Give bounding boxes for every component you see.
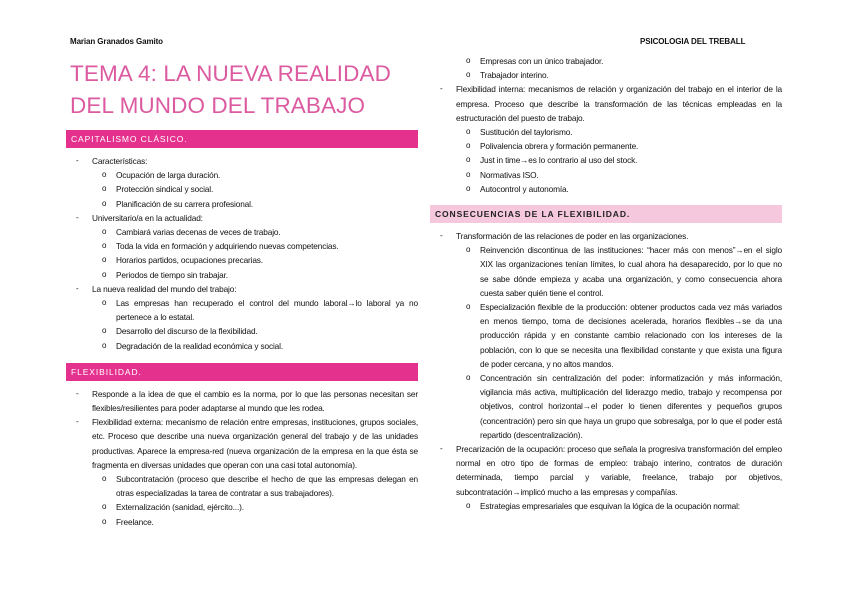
list-item (430, 499, 782, 513)
list-item-text: Protección sindical y social. (116, 184, 214, 195)
list-item (66, 154, 418, 168)
list-item-text: Trabajador interino. (480, 70, 549, 81)
list-item-text: Ocupación de larga duración. (116, 170, 221, 181)
list-item-text: Características: (92, 156, 148, 166)
circle-bullet-icon: o (466, 169, 471, 179)
list-item-text: Desarrollo del discurso de la flexibilidad. (116, 326, 258, 337)
list-item-text: Sustitución del taylorismo. (480, 127, 573, 138)
list-item-text: Externalización (sanidad, ejército...). (116, 502, 244, 513)
circle-bullet-icon: o (102, 474, 107, 484)
list-item-text: Just in time→es lo contrario al uso del stock. (480, 155, 638, 166)
dash-bullet-icon: - (76, 283, 79, 293)
list-item-text: Cambiará varias decenas de veces de trabajo. (116, 227, 281, 238)
list-item (66, 268, 418, 282)
list-item (66, 515, 418, 529)
dash-bullet-icon: - (440, 444, 443, 454)
circle-bullet-icon: o (466, 183, 471, 193)
list-item (430, 182, 782, 196)
circle-bullet-icon: o (102, 326, 107, 336)
dash-bullet-icon: - (440, 231, 443, 241)
list-item (66, 296, 418, 324)
circle-bullet-icon: o (102, 298, 107, 308)
list-item (430, 153, 782, 167)
dash-bullet-icon: - (76, 156, 79, 165)
list-item-text: Toda la vida en formación y adquiriendo nuevas competencias. (116, 241, 339, 252)
list-item-text: Degradación de la realidad económica y social. (116, 340, 283, 351)
list-item-text: Universitario/a en la actualidad: (92, 212, 203, 223)
list-item (430, 168, 782, 182)
subject-header: PSICOLOGIA DEL TREBALL (640, 37, 746, 46)
list-item (66, 239, 418, 253)
circle-bullet-icon: o (102, 516, 107, 526)
list-item (430, 68, 782, 82)
list-item (66, 415, 418, 472)
list-item-text: Empresas con un único trabajador. (480, 56, 604, 66)
dash-bullet-icon: - (76, 212, 79, 222)
section-heading: FLEXIBILIDAD. (66, 363, 418, 381)
list-item-text: Precarización de la ocupación: proceso que señala la progresiva transformación del empleo normal en otro tipo de formas de empleo: trabajo interino, contratos de duración determinada, tiempo parcial y variable, freelance, trabajo por objetivos, subcontratación→implicó mucho a las empresas y compañías. (456, 444, 782, 497)
circle-bullet-icon: o (466, 141, 471, 151)
circle-bullet-icon: o (102, 255, 107, 265)
list-item (430, 243, 782, 300)
list-item (430, 229, 782, 243)
list-item-text: Autocontrol y autonomía. (480, 183, 569, 194)
list-item-text: Estrategias empresariales que esquivan la lógica de la ocupación normal: (480, 500, 740, 511)
circle-bullet-icon: o (466, 155, 471, 165)
circle-bullet-icon: o (466, 302, 471, 312)
list-item (430, 125, 782, 139)
list-item-text: Periodos de tiempo sin trabajar. (116, 269, 228, 280)
circle-bullet-icon: o (466, 127, 471, 137)
list-item-text: Especialización flexible de la producción: obtener productos cada vez más variados en menos tiempo, toma de decisiones acelerada, horarios flexibles→se da una producción rápida y en constante cambio relacionado con los intereses de la población, con lo que se necesita una flexibilidad constante y que exista una figura de poder cercana, y no altos mandos. (480, 302, 782, 369)
list-item (430, 139, 782, 153)
list-item (66, 387, 418, 415)
list-item (430, 371, 782, 442)
list-item-text: Responde a la idea de que el cambio es la norma, por lo que las personas necesitan ser flexibles/resilientes para poder adaptarse al mundo que les rodea. (92, 388, 418, 414)
dash-bullet-icon: - (440, 84, 443, 94)
list-item (430, 442, 782, 499)
list-item-text: Normativas ISO. (480, 169, 539, 180)
list-item (66, 211, 418, 225)
list-item-text: Horarios partidos, ocupaciones precarias. (116, 255, 263, 266)
circle-bullet-icon: o (102, 241, 107, 251)
left-column (66, 130, 418, 529)
section-heading: CAPITALISMO CLÁSICO. (66, 130, 418, 148)
list-item-text: Reinvención discontinua de las instituciones: “hacer más con menos”→en el siglo XIX las organizaciones tenían límites, lo cual ahora ha desaparecido, por lo que no se sabe dónde empieza y acaba una organización, y como consecuencia ahora cuesta saber quién tiene el control. (480, 245, 782, 298)
circle-bullet-icon: o (102, 198, 107, 208)
list-item-text: Transformación de las relaciones de poder en las organizaciones. (456, 231, 689, 242)
author-header: Marian Granados Gamito (70, 37, 163, 46)
list-item (66, 225, 418, 239)
circle-bullet-icon: o (102, 502, 107, 512)
bullet-list (66, 387, 418, 529)
circle-bullet-icon: o (102, 170, 107, 180)
circle-bullet-icon: o (466, 373, 471, 383)
circle-bullet-icon: o (102, 184, 107, 194)
page-title: TEMA 4: LA NUEVA REALIDAD DEL MUNDO DEL TRABAJO (70, 61, 391, 118)
list-item (66, 282, 418, 296)
circle-bullet-icon: o (102, 340, 107, 350)
circle-bullet-icon: o (466, 56, 471, 65)
bullet-list (66, 154, 418, 353)
list-item-text: Polivalencia obrera y formación permanente. (480, 141, 639, 152)
list-item-text: Freelance. (116, 516, 154, 527)
list-item (66, 500, 418, 514)
list-item (66, 168, 418, 182)
circle-bullet-icon: o (102, 269, 107, 279)
circle-bullet-icon: o (466, 245, 471, 255)
list-item (66, 472, 418, 500)
circle-bullet-icon: o (466, 500, 471, 510)
list-item (66, 339, 418, 353)
list-item-text: Planificación de su carrera profesional. (116, 198, 253, 209)
list-item (66, 182, 418, 196)
circle-bullet-icon: o (466, 70, 471, 80)
list-item-text: La nueva realidad del mundo del trabajo: (92, 283, 237, 294)
right-column (430, 54, 782, 513)
list-item (66, 197, 418, 211)
list-item-text: Flexibilidad interna: mecanismos de relación y organización del trabajo en el interior de la empresa. Proceso que describe la transformación de las técnicas empleadas en la estructuración del puesto de trabajo. (456, 84, 782, 123)
list-item (430, 300, 782, 371)
dash-bullet-icon: - (76, 388, 79, 398)
list-item-text: Concentración sin centralización del poder: informatización y más información, vigilancia más activa, multiplicación del liderazgo medio, trabajo y recompensa por objetivos, control horizontal→el poder lo tienen diferentes y pequeños grupos (concentración) pero sin que haya un grupo que sobresalga, por lo que el poder está repartido (descentralización). (480, 373, 782, 440)
list-item-text: Las empresas han recuperado el control del mundo laboral→lo laboral ya no pertenece a lo estatal. (116, 298, 418, 323)
list-item (66, 253, 418, 267)
bullet-list (430, 229, 782, 513)
list-item-text: Subcontratación (proceso que describe el hecho de que las empresas delegan en otras especializadas la tarea de contratar a sus trabajadores). (116, 474, 418, 499)
section-heading: CONSECUENCIAS DE LA FLEXIBILIDAD. (430, 205, 782, 223)
list-item (66, 324, 418, 338)
dash-bullet-icon: - (76, 417, 79, 427)
list-item (430, 82, 782, 125)
list-item (430, 54, 782, 68)
bullet-list (430, 54, 782, 196)
list-item-text: Flexibilidad externa: mecanismo de relación entre empresas, instituciones, grupos sociales, etc. Proceso que describe una nueva organización general del trabajo y de las unidades productivas. Aparece la empresa-red (nueva organización de la empresa en la que ésta se fragmenta en diversas unidades que operan con una casi total autonomía). (92, 417, 418, 470)
circle-bullet-icon: o (102, 227, 107, 237)
